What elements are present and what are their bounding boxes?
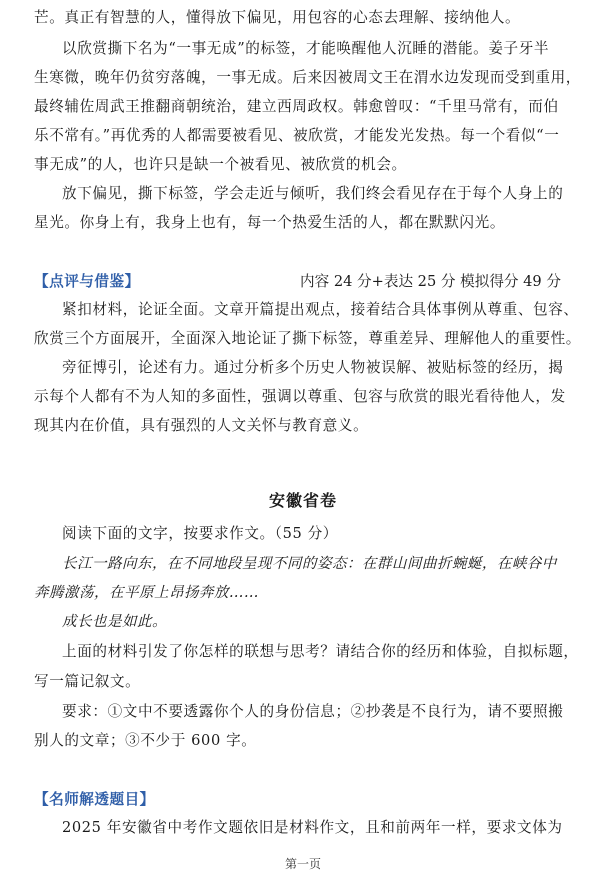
material-line: 长江一路向东，在不同地段呈现不同的姿态：在群山间曲折蜿蜒，在峡谷中 xyxy=(62,555,557,572)
review-line: 示每个人都有不为人知的多面性，强调以尊重、包容与欣赏的眼光看待他人，发 xyxy=(34,388,566,405)
essay-line: 生寒微，晚年仍贫穷落魄，一事无成。后来因被周文王在渭水边发现而受到重用， xyxy=(34,69,581,86)
section-title: 安徽省卷 xyxy=(268,491,337,510)
review-line: 紧扣材料，论证全面。文章开篇提出观点，接着结合具体事例从尊重、包容、 xyxy=(62,301,579,318)
review-line: 欣赏三个方面展开，全面深入地论证了撕下标签，尊重差异、理解他人的重要性。 xyxy=(34,330,581,347)
review-line: 旁征博引，论述有力。通过分析多个历史人物被误解、被贴标签的经历，揭 xyxy=(62,359,564,376)
material-line: 奔腾激荡，在平原上昂扬奔放…… xyxy=(34,584,259,601)
essay-line: 放下偏见，撕下标签，学会走近与倾听，我们终会看见存在于每个人身上的 xyxy=(62,185,564,202)
teacher-line: 2025 年安徽省中考作文题依旧是材料作文，且和前两年一样，要求文体为 xyxy=(62,819,563,836)
page-footer: 第一页 xyxy=(284,857,321,871)
essay-line: 以欣赏撕下名为“一事无成”的标签，才能唤醒他人沉睡的潜能。姜子牙半 xyxy=(62,40,550,57)
review-label: 【点评与借鉴】 xyxy=(34,273,140,290)
review-line: 现其内在价值，具有强烈的人文关怀与教育意义。 xyxy=(34,417,369,434)
requirements-line: 别人的文章；③不少于 600 字。 xyxy=(34,732,257,749)
essay-line: 最终辅佐周武王推翻商朝统治，建立西周政权。韩愈曾叹：“千里马常有，而伯 xyxy=(34,98,559,115)
prompt-intro: 阅读下面的文字，按要求作文。（55 分） xyxy=(62,525,339,542)
essay-line: 星光。你身上有，我身上也有，每一个热爱生活的人，都在默默闪光。 xyxy=(34,214,506,231)
review-score: 内容 24 分+表达 25 分 模拟得分 49 分 xyxy=(300,273,561,290)
essay-line: 乐不常有。”再优秀的人都需要被看见、被欣赏，才能发光发热。每一个看似“一 xyxy=(34,127,560,144)
requirements-line: 要求：①文中不要透露你个人的身份信息；②抄袭是不良行为，请不要照搬 xyxy=(62,703,564,720)
material-line: 成长也是如此。 xyxy=(62,613,167,630)
prompt-line: 写一篇记叙文。 xyxy=(34,673,141,690)
essay-line: 事无成”的人，也许只是缺一个被看见、被欣赏的机会。 xyxy=(34,156,407,173)
essay-line: 芒。真正有智慧的人，懂得放下偏见，用包容的心态去理解、接纳他人。 xyxy=(34,9,521,26)
prompt-line: 上面的材料引发了你怎样的联想与思考？请结合你的经历和体验，自拟标题， xyxy=(62,643,579,660)
teacher-label: 【名师解透题目】 xyxy=(34,791,155,808)
